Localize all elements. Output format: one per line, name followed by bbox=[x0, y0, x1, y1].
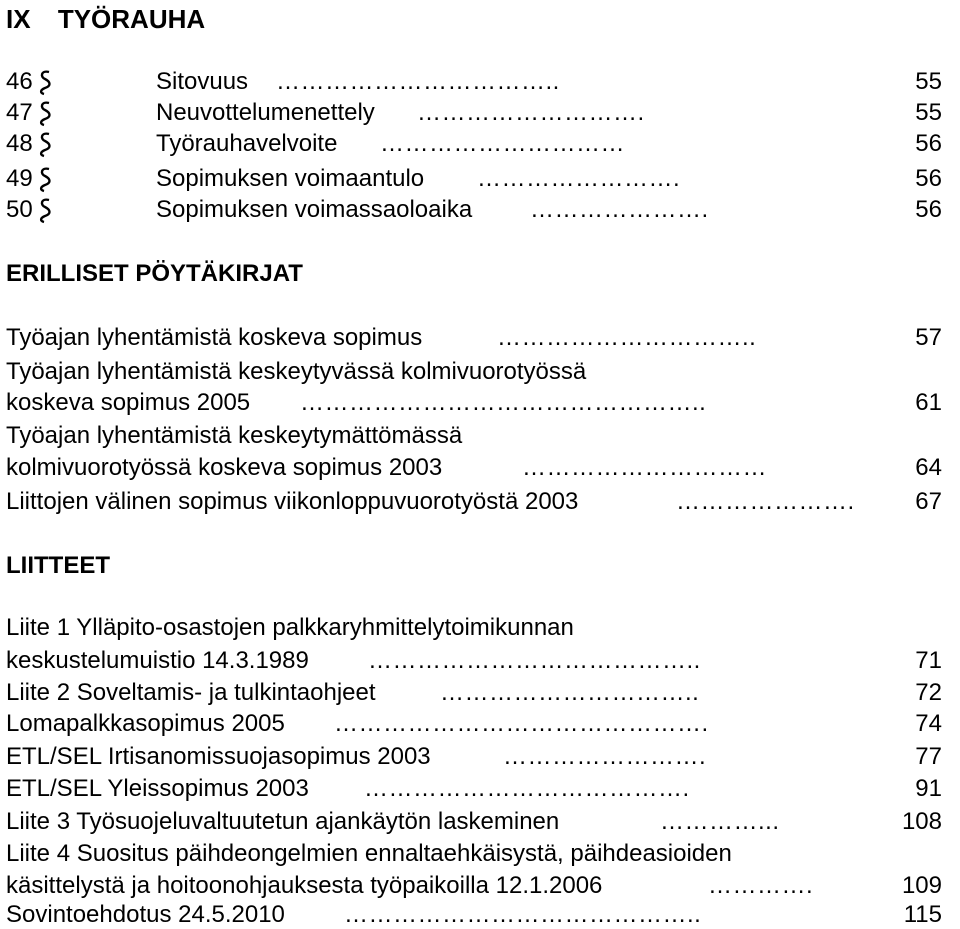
entry-title: Työajan lyhentämistä keskeytyvässä kolmivuorotyössä bbox=[6, 358, 587, 385]
chapter-title: TYÖRAUHA bbox=[57, 4, 206, 34]
page-number: 56 bbox=[915, 165, 942, 192]
page-number: 61 bbox=[915, 389, 942, 416]
dot-leader: ………………………… bbox=[380, 130, 625, 157]
section-number: 48 bbox=[6, 130, 33, 157]
page-number: 56 bbox=[915, 196, 942, 223]
appendices-heading: LIITTEET bbox=[6, 552, 110, 579]
entry-title: Liite 1 Ylläpito-osastojen palkkaryhmittelytoimikunnan bbox=[6, 614, 574, 641]
dot-leader: ………………………….. bbox=[440, 679, 700, 706]
page-number: 74 bbox=[915, 710, 942, 737]
dot-leader: …………... bbox=[660, 808, 780, 835]
dot-leader: ……………………. bbox=[477, 165, 681, 192]
entry-title: koskeva sopimus 2005 bbox=[6, 389, 251, 416]
section-number: 47 bbox=[6, 99, 33, 126]
dot-leader: …………………. bbox=[530, 196, 709, 223]
section-sign-icon bbox=[34, 165, 56, 193]
dot-leader: …………………………………….. bbox=[344, 901, 702, 928]
dot-leader: ………………………. bbox=[417, 99, 645, 126]
entry-title: keskustelumuistio 14.3.1989 bbox=[6, 647, 309, 674]
chapter-heading bbox=[6, 4, 205, 34]
entry-title: kolmivuorotyössä koskeva sopimus 2003 bbox=[6, 454, 443, 481]
section-sign-icon bbox=[34, 130, 56, 158]
entry-title: Lomapalkkasopimus 2005 bbox=[6, 710, 285, 737]
entry-title: ETL/SEL Irtisanomissuojasopimus 2003 bbox=[6, 743, 431, 770]
entry-title: Liite 3 Työsuojeluvaltuutetun ajankäytön laskeminen bbox=[6, 808, 560, 835]
entry-title: Työajan lyhentämistä keskeytymättömässä bbox=[6, 422, 463, 449]
dot-leader: ………………………… bbox=[522, 454, 767, 481]
entry-title: Sovintoehdotus 24.5.2010 bbox=[6, 901, 285, 928]
chapter-number: IX bbox=[6, 4, 31, 34]
section-title: Sitovuus bbox=[156, 68, 249, 95]
page-number: 72 bbox=[915, 679, 942, 706]
section-sign-icon bbox=[34, 68, 56, 96]
page-number: 77 bbox=[915, 743, 942, 770]
page-number: 57 bbox=[915, 324, 942, 351]
dot-leader: …………. bbox=[708, 872, 814, 899]
dot-leader: …………………………………. bbox=[364, 775, 690, 802]
entry-title: Työajan lyhentämistä koskeva sopimus bbox=[6, 324, 423, 351]
section-sign-icon bbox=[34, 99, 56, 127]
section-sign-icon bbox=[34, 196, 56, 224]
entry-title: Liite 4 Suositus päihdeongelmien ennaltaehkäisystä, päihdeasioiden bbox=[6, 840, 732, 867]
page-number: 108 bbox=[901, 808, 942, 835]
page-number: 55 bbox=[915, 99, 942, 126]
section-number: 46 bbox=[6, 68, 33, 95]
section-title: Sopimuksen voimaantulo bbox=[156, 165, 425, 192]
section-number: 49 bbox=[6, 165, 33, 192]
protocols-heading: ERILLISET PÖYTÄKIRJAT bbox=[6, 260, 303, 287]
entry-title: Liittojen välinen sopimus viikonloppuvuorotyöstä 2003 bbox=[6, 488, 579, 515]
dot-leader: ………………………………………. bbox=[334, 710, 709, 737]
page-number: 67 bbox=[915, 488, 942, 515]
dot-leader: ……………………. bbox=[503, 743, 707, 770]
entry-title: Liite 2 Soveltamis- ja tulkintaohjeet bbox=[6, 679, 376, 706]
page-number: 64 bbox=[915, 454, 942, 481]
dot-leader: ………………………….. bbox=[497, 324, 757, 351]
page-number: 91 bbox=[915, 775, 942, 802]
dot-leader: …………………………….. bbox=[276, 68, 560, 95]
section-title: Neuvottelumenettely bbox=[156, 99, 375, 126]
page-number: 55 bbox=[915, 68, 942, 95]
page-number: 71 bbox=[915, 647, 942, 674]
page-number: 109 bbox=[901, 872, 942, 899]
section-title: Työrauhavelvoite bbox=[156, 130, 338, 157]
dot-leader: ………………………………….. bbox=[368, 647, 701, 674]
dot-leader: …………………. bbox=[676, 488, 855, 515]
page-number: 115 bbox=[903, 901, 942, 928]
dot-leader: ………………………………………….. bbox=[300, 389, 707, 416]
entry-title: käsittelystä ja hoitoonohjauksesta työpaikoilla 12.1.2006 bbox=[6, 872, 603, 899]
entry-title: ETL/SEL Yleissopimus 2003 bbox=[6, 775, 309, 802]
section-number: 50 bbox=[6, 196, 33, 223]
page-number: 56 bbox=[915, 130, 942, 157]
section-title: Sopimuksen voimassaoloaika bbox=[156, 196, 473, 223]
